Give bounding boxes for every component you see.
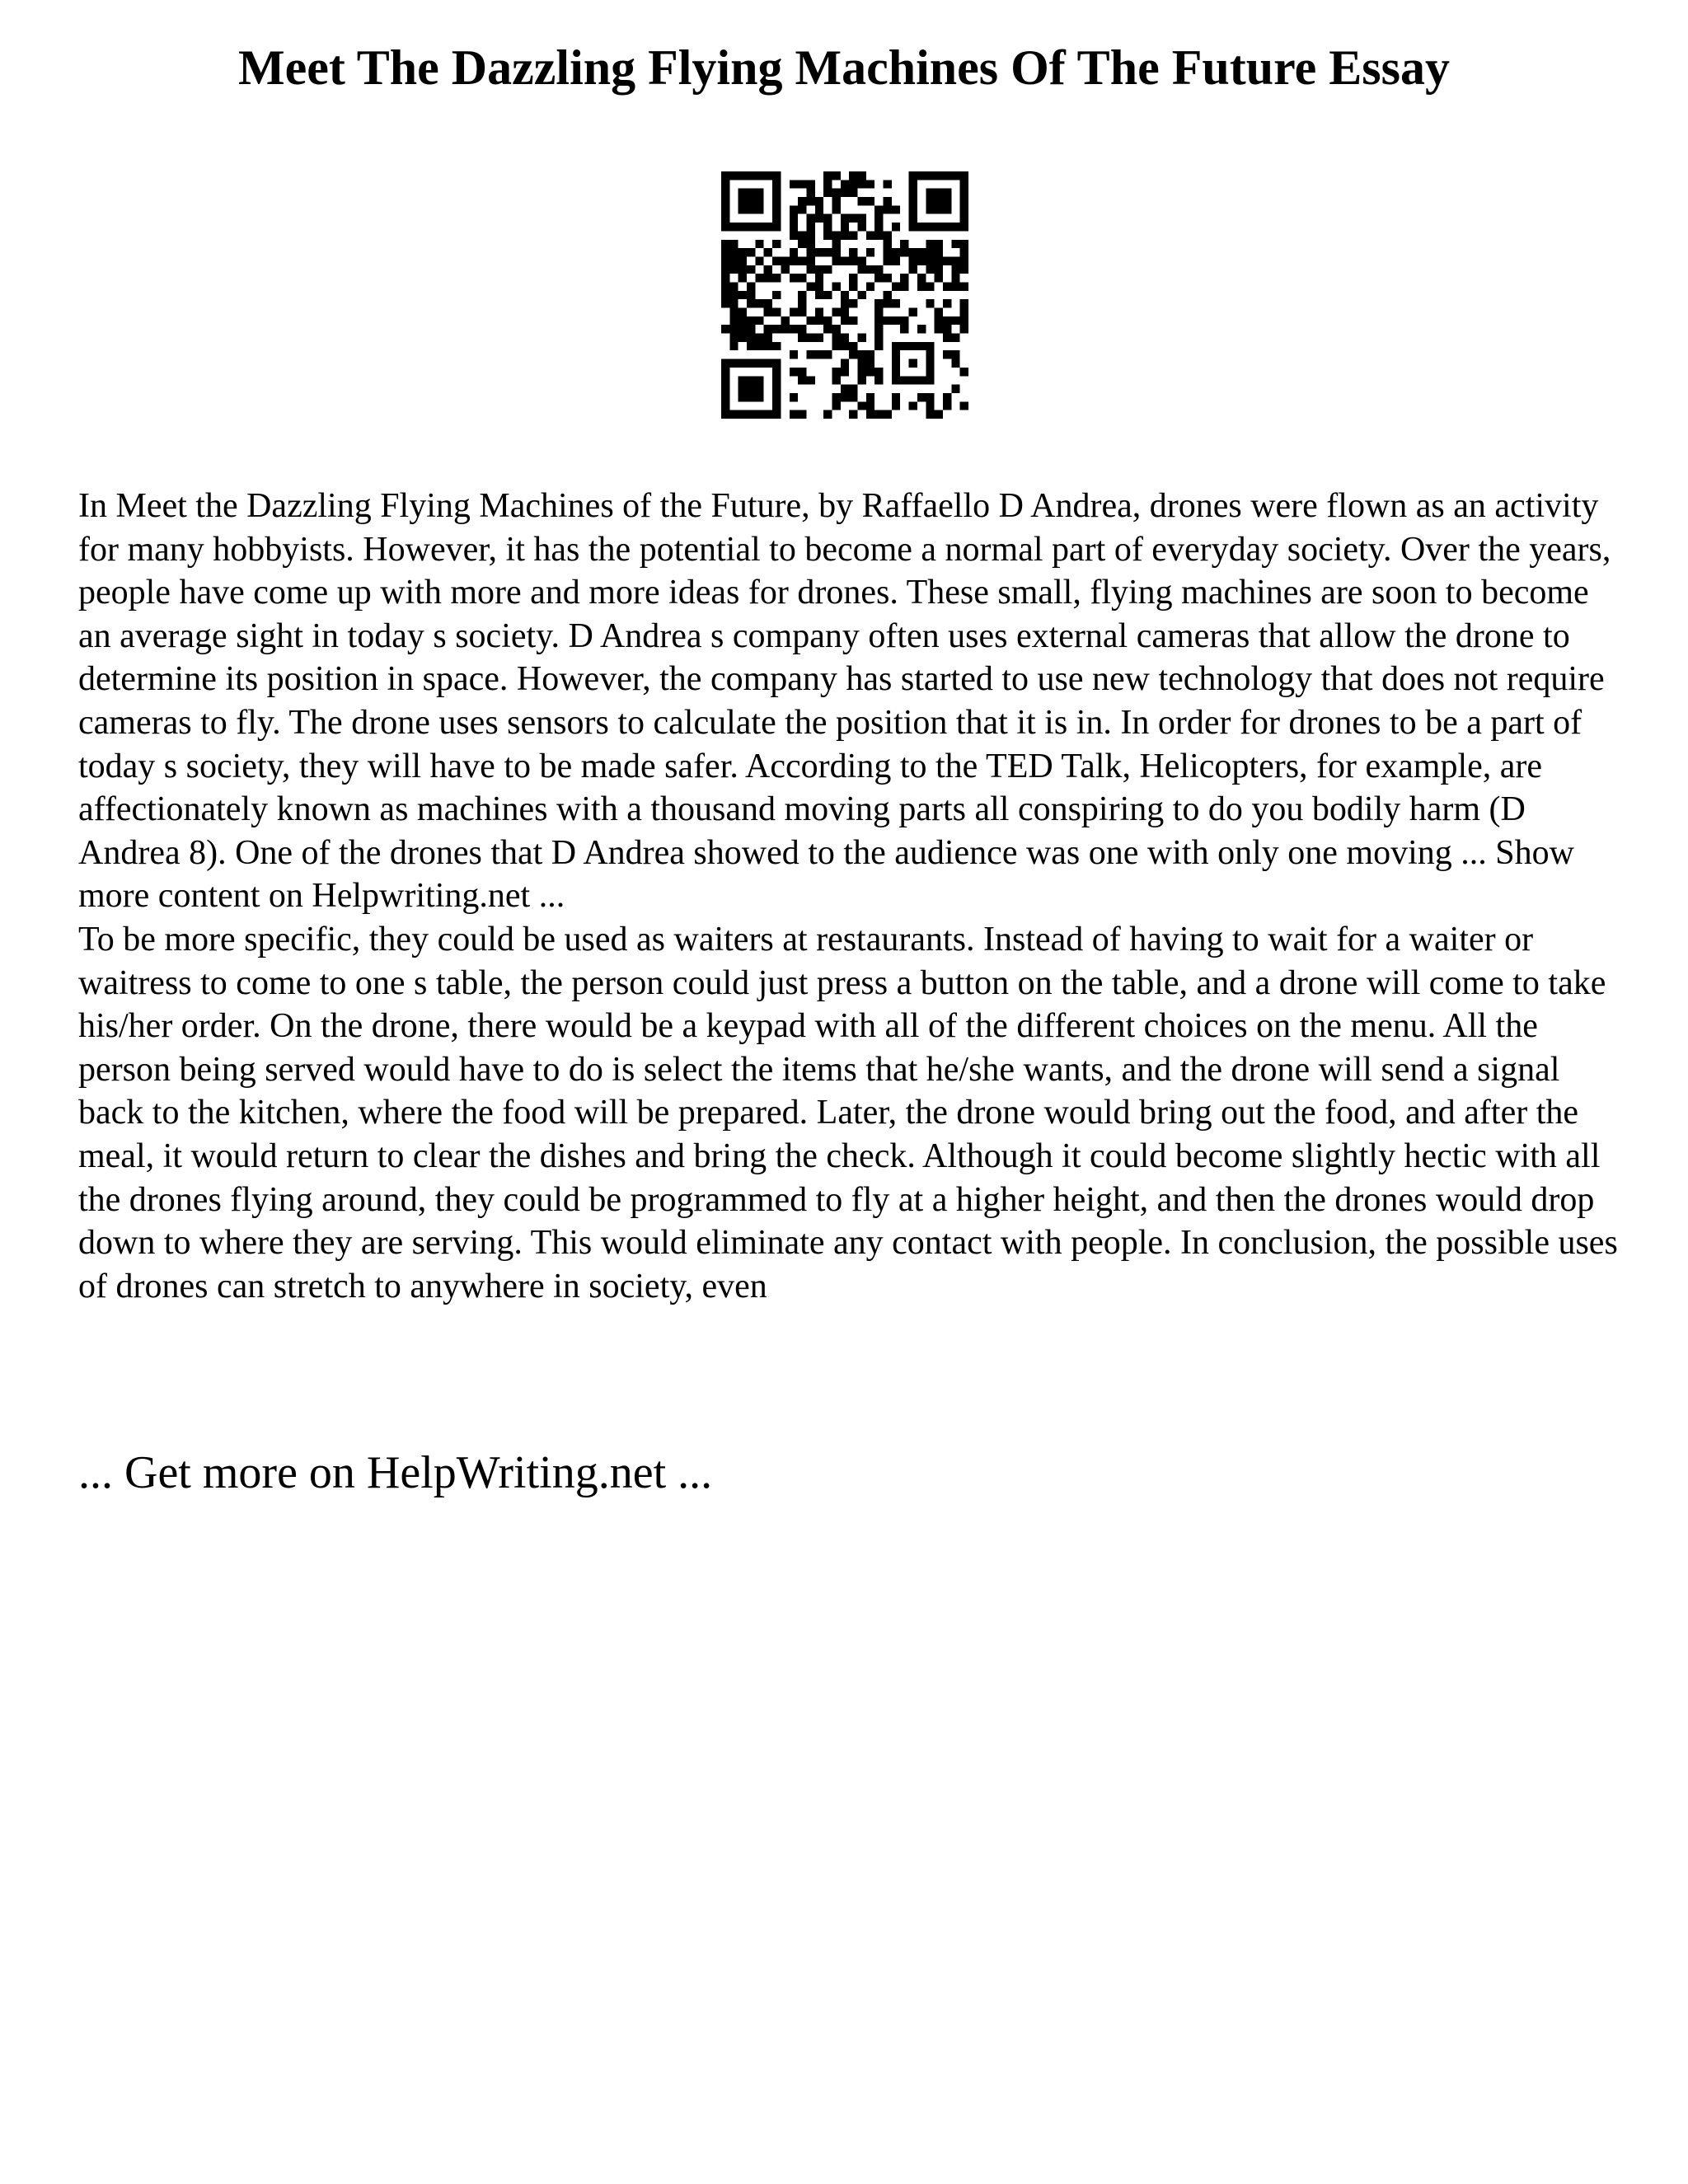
document-title: Meet The Dazzling Flying Machines Of The Future Essay <box>238 40 1450 95</box>
essay-body <box>78 485 1620 1308</box>
get-more-link[interactable]: ... Get more on HelpWriting.net ... <box>78 1447 713 1498</box>
qr-code-icon <box>721 171 968 419</box>
essay-paragraph-1: In Meet the Dazzling Flying Machines of the Future, by Raffaello D Andrea, drones were flown as an activity for many hobbyists. However, it has the potential to become a normal part of everyday society. Over the years, people have come up with more and more ideas for drones. These small, flying machines are soon to become an average sight in today s society. D Andrea s company often uses external cameras that allow the drone to determine its position in space. However, the company has started to use new technology that does not require cameras to fly. The drone uses sensors to calculate the position that it is in. In order for drones to be a part of today s society, they will have to be made safer. According to the TED Talk, Helicopters, for example, are affectionately known as machines with a thousand moving parts all conspiring to do you bodily harm (D Andrea 8). One of the drones that D Andrea showed to the audience was one with only one moving ... Show more content on Helpwriting.net ... <box>78 487 1611 916</box>
essay-paragraph-2: To be more specific, they could be used as waiters at restaurants. Instead of having to wait for a waiter or waitress to come to one s table, the person could just press a button on the table, and a drone will come to take his/her order. On the drone, there would be a keypad with all of the different choices on the menu. All the person being served would have to do is select the items that he/she wants, and the drone will send a signal back to the kitchen, where the food will be prepared. Later, the drone would bring out the food, and after the meal, it would return to clear the dishes and bring the check. Although it could become slightly hectic with all the drones flying around, they could be programmed to fly at a higher height, and then the drones would drop down to where they are serving. This would eliminate any contact with people. In conclusion, the possible uses of drones can stretch to anywhere in society, even <box>78 920 1618 1305</box>
